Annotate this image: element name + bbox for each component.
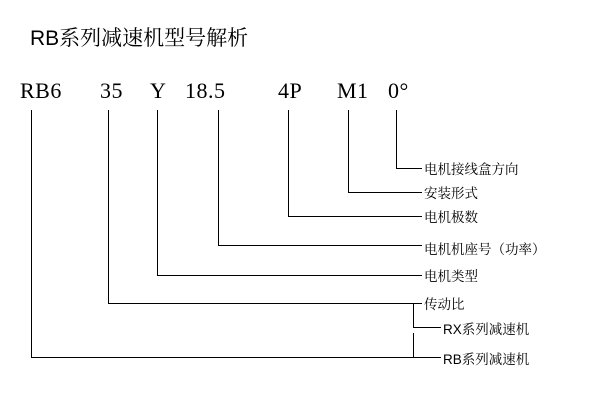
page-title: RB系列减速机型号解析 — [30, 27, 249, 50]
leader-line-vertical — [157, 110, 158, 275]
callout-label: 电机接线盒方向 — [424, 162, 519, 177]
leader-line-vertical — [218, 110, 219, 245]
code-token: 35 — [100, 78, 123, 103]
code-token: 0° — [388, 78, 409, 103]
callout-label: 传动比 — [424, 297, 465, 312]
leader-line-horizontal — [288, 216, 422, 217]
leader-line-horizontal — [31, 357, 413, 358]
leader-line-vertical — [413, 303, 414, 327]
leader-line-horizontal — [157, 275, 422, 276]
leader-line-horizontal — [348, 192, 422, 193]
code-token: RB6 — [20, 78, 62, 103]
callout-label: RX系列减速机 — [443, 322, 530, 337]
leader-line-vertical — [108, 110, 109, 303]
leader-line-vertical — [31, 110, 32, 357]
leader-line-horizontal — [108, 303, 422, 304]
callout-label: 电机极数 — [424, 210, 478, 225]
callout-label: RB系列减速机 — [443, 352, 530, 367]
leader-line-vertical — [288, 110, 289, 216]
code-token: Y — [150, 78, 167, 103]
leader-line-horizontal — [413, 357, 441, 358]
leader-line-vertical — [413, 333, 414, 357]
code-token: 18.5 — [185, 78, 226, 103]
leader-line-horizontal — [396, 168, 422, 169]
code-token: 4P — [278, 78, 303, 103]
callout-label: 电机机座号（功率） — [424, 242, 546, 257]
leader-line-horizontal — [413, 327, 441, 328]
leader-line-vertical — [396, 110, 397, 168]
code-token: M1 — [337, 78, 369, 103]
callout-label: 安装形式 — [424, 186, 478, 201]
leader-line-horizontal — [218, 245, 422, 246]
callout-label: 电机类型 — [424, 269, 478, 284]
leader-line-vertical — [348, 110, 349, 192]
